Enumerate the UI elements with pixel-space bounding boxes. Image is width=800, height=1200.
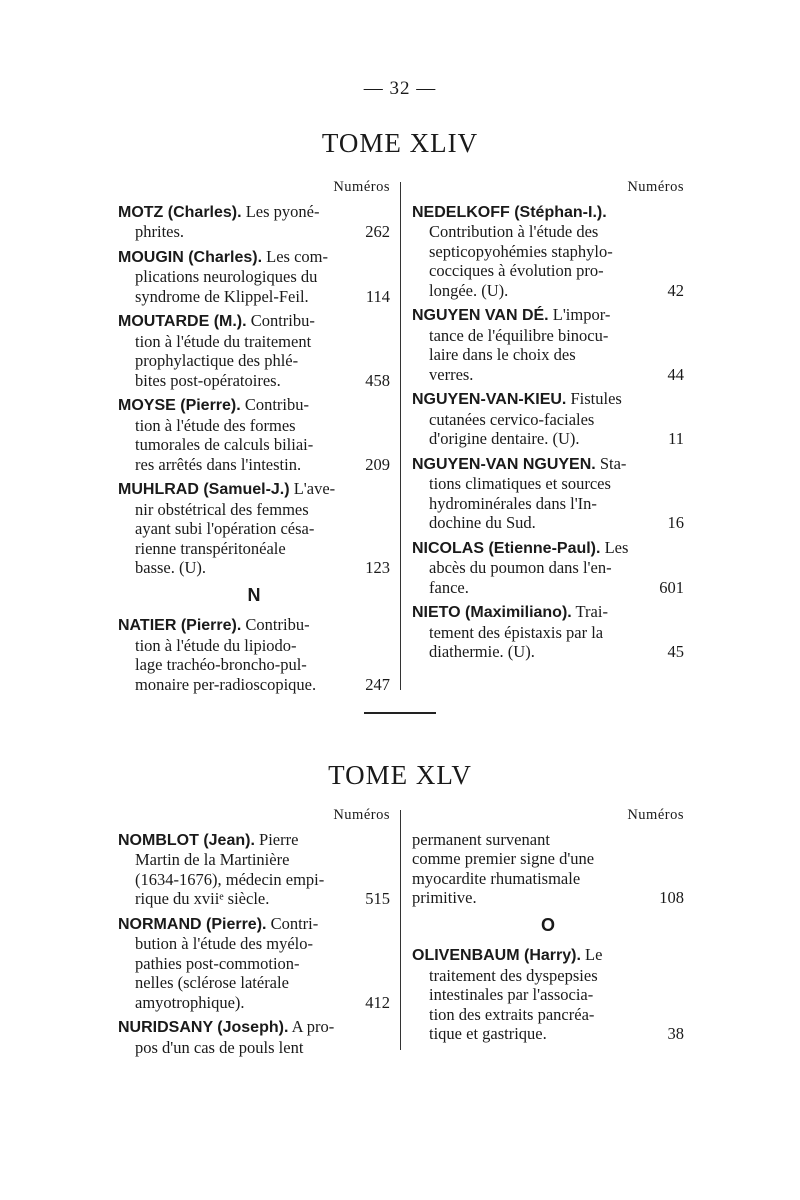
entry-line: verres. 44 <box>429 364 684 384</box>
column-tome-xlv-left <box>118 806 390 1062</box>
entry-author: NEDELKOFF (Stéphan-I.). <box>412 203 607 221</box>
entry-line: tion des extraits pancréa- <box>429 1004 595 1024</box>
entry-line: NURIDSANY (Joseph). A pro- <box>118 1017 335 1036</box>
entry-line: diathermie. (U). 45 <box>429 642 684 661</box>
index-entry <box>412 602 684 662</box>
entry-line: laire dans le choix des <box>429 345 576 364</box>
entry-line: tumorales de calculs biliai- <box>135 435 314 454</box>
entry-line: rienne transpéritonéale <box>135 538 286 558</box>
entry-author: MOYSE (Pierre). <box>118 397 241 414</box>
index-entry <box>412 389 684 449</box>
entry-line <box>412 202 684 223</box>
entry-number: 42 <box>667 280 684 300</box>
entry-line: cutanées cervico-faciales <box>429 409 595 429</box>
entry-number: 38 <box>667 1024 684 1043</box>
index-entry <box>118 1017 390 1057</box>
section-title-tome-xlv: TOME XLV <box>328 760 472 790</box>
entry-line: OLIVENBAUM (Harry). Le <box>412 945 603 964</box>
entry-line: nelles (sclérose latérale <box>135 973 289 992</box>
index-entry <box>118 311 390 390</box>
entry-line: tion à l'étude des formes <box>135 415 296 435</box>
entry-line: NGUYEN-VAN-KIEU. Fistules <box>412 389 622 408</box>
index-entry <box>412 454 684 533</box>
entry-number: 209 <box>365 454 390 474</box>
entry-line: comme premier signe d'une <box>412 849 595 868</box>
entry-line: tance de l'équilibre binocu- <box>429 325 609 345</box>
entry-number: 114 <box>365 286 390 306</box>
entry-author: NORMAND (Pierre). <box>118 915 267 933</box>
entry-line: dochine du Sud. 16 <box>429 513 684 532</box>
entry-number: 45 <box>667 642 684 661</box>
entry-line: bution à l'étude des myélo- <box>135 934 314 953</box>
entry-line: plications neurologiques du <box>135 267 318 286</box>
entry-line: d'origine dentaire. (U). 11 <box>429 429 684 448</box>
entry-number: 44 <box>667 364 684 384</box>
entry-number: 262 <box>365 222 390 241</box>
index-entry <box>118 247 390 307</box>
index-entry <box>118 830 390 909</box>
index-entry <box>412 538 684 598</box>
entry-line: permanent survenant <box>412 829 550 849</box>
entry-line: monaire per-radioscopique. 247 <box>135 674 390 694</box>
column-tome-xliv-right <box>412 178 684 667</box>
entry-line: prophylactique des phlé- <box>135 351 299 370</box>
entry-line: (1634-1676), médecin empi- <box>135 869 325 889</box>
entry-line: septicopyohémies staphylo- <box>429 241 613 261</box>
column-header-numeros: Numéros <box>333 807 390 823</box>
entry-number: 123 <box>365 558 390 577</box>
entry-number: 16 <box>667 513 684 532</box>
entry-author: NOMBLOT (Jean). <box>118 831 255 849</box>
entry-line: nir obstétrical des femmes <box>135 499 309 519</box>
entry-line: Contribution à l'étude des <box>429 222 599 241</box>
index-entry <box>118 395 390 474</box>
entry-line: rique du xviiᵉ siècle. 515 <box>135 889 390 908</box>
entry-author: MOUTARDE (M.). <box>118 313 247 330</box>
entry-number: 515 <box>365 889 390 908</box>
column-tome-xliv-left <box>118 178 390 699</box>
entry-line: NICOLAS (Etienne-Paul). Les <box>412 537 629 557</box>
entry-author: MOTZ (Charles). <box>118 203 242 221</box>
entry-author: NICOLAS (Etienne-Paul). <box>412 539 601 557</box>
column-header-numeros: Numéros <box>627 179 684 195</box>
entry-number: 458 <box>365 370 390 390</box>
column-header-numeros: Numéros <box>333 179 390 195</box>
entry-line: abcès du poumon dans l'en- <box>429 558 612 577</box>
page-number: — 32 — <box>363 78 437 99</box>
entry-author: NGUYEN VAN DÉ. <box>412 307 549 324</box>
entry-number: 11 <box>668 429 684 448</box>
entry-line: MOUGIN (Charles). Les com- <box>118 246 328 266</box>
entry-line: MOTZ (Charles). Les pyoné- <box>118 201 320 221</box>
index-entry <box>118 615 390 694</box>
entry-author: NATIER (Pierre). <box>118 617 242 634</box>
entry-author: NIETO (Maximiliano). <box>412 604 572 621</box>
entry-line: ayant subi l'opération césa- <box>135 519 315 538</box>
entry-line: NOMBLOT (Jean). Pierre <box>118 829 299 849</box>
entry-line: tion à l'étude du lipiodo- <box>135 635 297 655</box>
entry-author: NGUYEN-VAN NGUYEN. <box>412 455 596 473</box>
entry-line: pathies post-commotion- <box>135 953 300 973</box>
entry-line: bites post-opératoires. 458 <box>135 370 390 390</box>
index-entry <box>412 945 684 1044</box>
letter-heading: O <box>540 914 555 935</box>
entry-line: amyotrophique). 412 <box>135 992 390 1012</box>
entry-line: tique et gastrique. 38 <box>429 1024 684 1043</box>
entry-line: cocciques à évolution pro- <box>429 261 604 280</box>
entry-number: 601 <box>659 577 684 597</box>
entry-author: NURIDSANY (Joseph). <box>118 1019 289 1036</box>
entry-line: res arrêtés dans l'intestin. 209 <box>135 454 390 474</box>
index-entry <box>118 914 390 1013</box>
section-title-tome-xliv: TOME XLIV <box>321 128 479 158</box>
entry-line: phrites. 262 <box>135 222 390 241</box>
index-entry <box>412 202 684 301</box>
column-divider <box>400 810 401 1050</box>
entry-line: myocardite rhumatismale <box>412 868 581 888</box>
entry-line: tement des épistaxis par la <box>429 622 604 642</box>
entry-number: 412 <box>365 992 390 1012</box>
entry-line: syndrome de Klippel-Feil. 114 <box>135 286 390 306</box>
index-entry <box>412 305 684 384</box>
index-entry-continued <box>412 830 684 908</box>
entry-line: NATIER (Pierre). Contribu- <box>118 615 310 634</box>
entry-author: MOUGIN (Charles). <box>118 248 263 266</box>
entry-line: tion à l'étude du traitement <box>135 331 312 351</box>
entry-line: pos d'un cas de pouls lent <box>135 1037 304 1057</box>
entry-line: MUHLRAD (Samuel-J.) L'ave- <box>118 479 336 498</box>
entry-line: tions climatiques et sources <box>429 474 611 493</box>
entry-line: Martin de la Martinière <box>135 850 290 869</box>
entry-number: 247 <box>365 674 390 694</box>
section-separator <box>364 712 436 714</box>
entry-line: longée. (U). 42 <box>429 280 684 300</box>
entry-line: intestinales par l'associa- <box>429 985 594 1004</box>
entry-author: MUHLRAD (Samuel-J.) <box>118 481 290 498</box>
entry-line: NGUYEN-VAN NGUYEN. Sta- <box>412 453 627 473</box>
entry-line: NGUYEN VAN DÉ. L'impor- <box>412 305 611 324</box>
entry-author: OLIVENBAUM (Harry). <box>412 947 581 964</box>
entry-line: MOUTARDE (M.). Contribu- <box>118 311 315 330</box>
entry-line: traitement des dyspepsies <box>429 965 598 985</box>
entry-line: MOYSE (Pierre). Contribu- <box>118 395 309 414</box>
index-entry <box>118 202 390 242</box>
entry-number: 108 <box>659 888 684 907</box>
index-entry <box>118 479 390 578</box>
entry-line: hydrominérales dans l'In- <box>429 493 597 513</box>
entry-line: primitive. 108 <box>412 888 684 907</box>
entry-line: basse. (U). 123 <box>135 558 390 577</box>
letter-heading: N <box>247 584 261 605</box>
entry-line: lage trachéo-broncho-pul- <box>135 655 307 674</box>
entry-line: fance. 601 <box>429 577 684 597</box>
column-tome-xlv-right <box>412 806 684 1049</box>
entry-line: NIETO (Maximiliano). Trai- <box>412 602 608 621</box>
entry-line: NORMAND (Pierre). Contri- <box>118 913 319 933</box>
column-header-numeros: Numéros <box>627 807 684 823</box>
column-divider <box>400 182 401 690</box>
entry-author: NGUYEN-VAN-KIEU. <box>412 391 567 408</box>
